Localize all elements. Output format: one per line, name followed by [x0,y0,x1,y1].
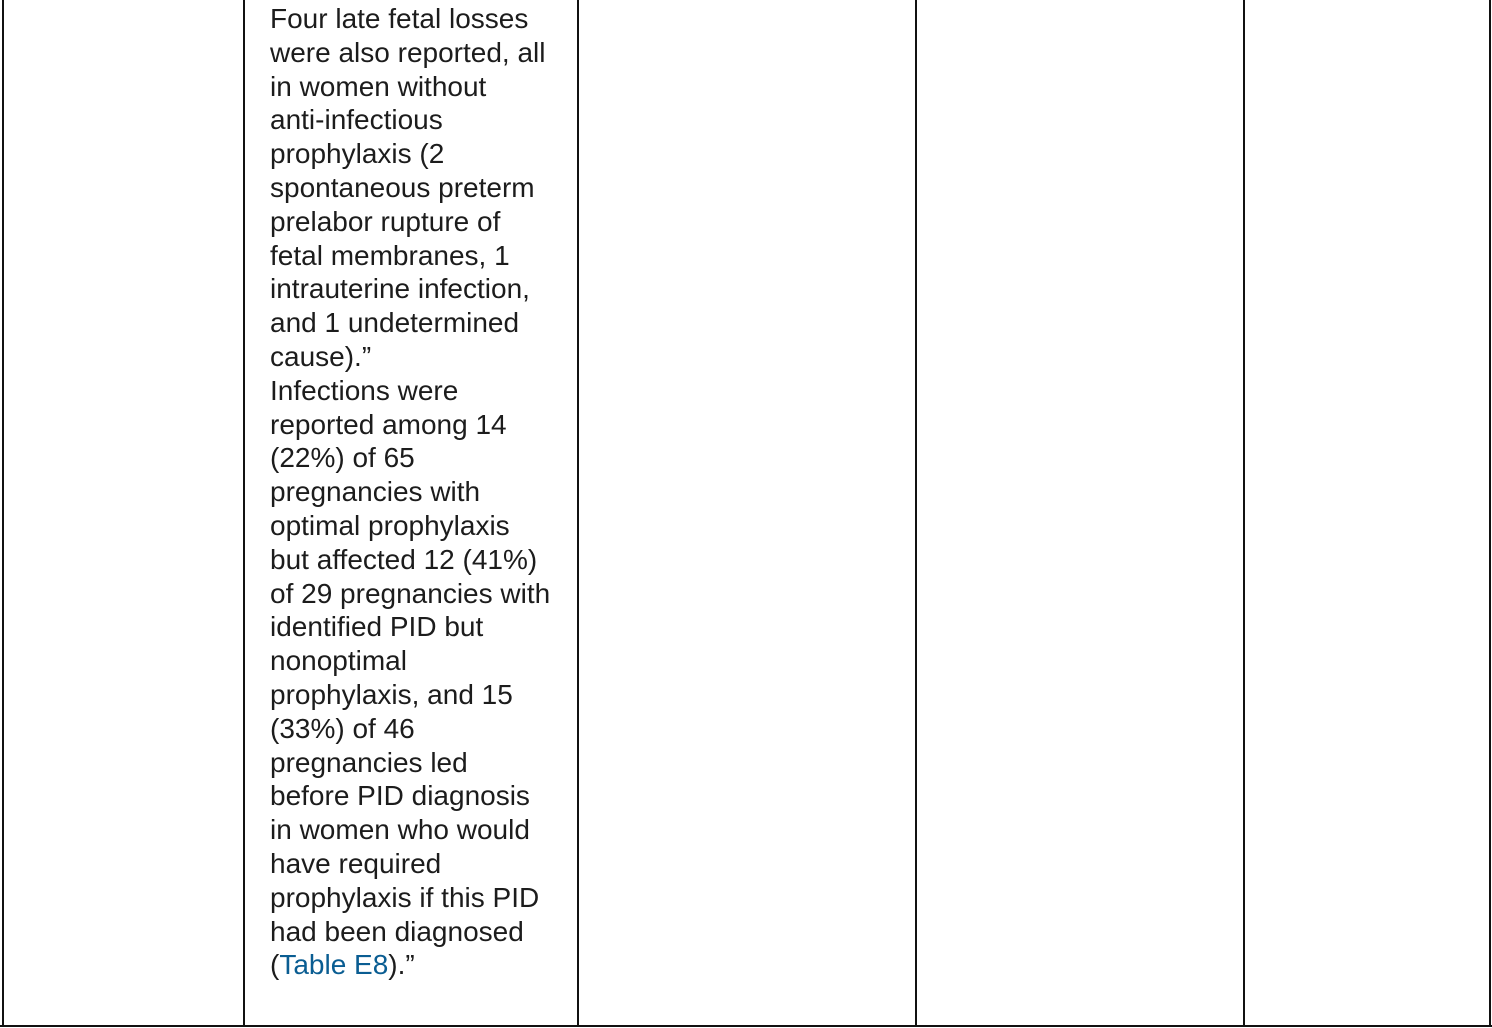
text-line: prophylaxis (2 [270,138,445,170]
text-line: Four late fetal losses [270,3,529,34]
text-line: but affected 12 (41%) [270,543,538,575]
text-line: before PID diagnosis [270,780,530,812]
text-line: spontaneous preterm [270,171,535,203]
text-line: in women without [270,70,487,102]
text-line: had been diagnosed [270,915,524,947]
table-border-bottom [0,1025,1492,1027]
text-line: in women who would [270,814,530,846]
table-border-right [1489,0,1491,1027]
column-divider-3 [915,0,917,1027]
text-line: pregnancies with [270,476,481,508]
text-line: (22%) of 65 [270,442,415,474]
column-divider-1 [243,0,245,1027]
text-line: Infections were [270,374,459,406]
text-line: prelabor rupture of [270,205,501,237]
text-line: identified PID but [270,611,484,643]
table-e8-link[interactable]: Table E8 [279,949,389,981]
text-line: of 29 pregnancies with [270,577,551,609]
text-line: prophylaxis if this PID [270,881,540,913]
closing-quote: ).” [388,949,415,981]
text-line: reported among 14 [270,408,507,440]
text-line: pregnancies led [270,746,468,778]
text-line: and 1 undetermined [270,307,520,339]
column-divider-4 [1243,0,1245,1027]
text-line: cause).” [270,340,372,372]
text-line: (33%) of 46 [270,712,415,744]
open-paren: ( [270,949,280,981]
text-line: fetal membranes, 1 [270,239,510,271]
text-line: nonoptimal [270,645,407,677]
table-border-left [2,0,4,1027]
text-line: anti-infectious [270,104,443,136]
column-divider-2 [577,0,579,1027]
text-line: prophylaxis, and 15 [270,678,513,710]
text-line: were also reported, all [270,36,546,68]
text-line-last [270,948,570,982]
text-line: have required [270,847,442,879]
text-line: optimal prophylaxis [270,509,510,541]
results-cell-text [270,2,570,982]
text-line: intrauterine infection, [270,273,530,305]
